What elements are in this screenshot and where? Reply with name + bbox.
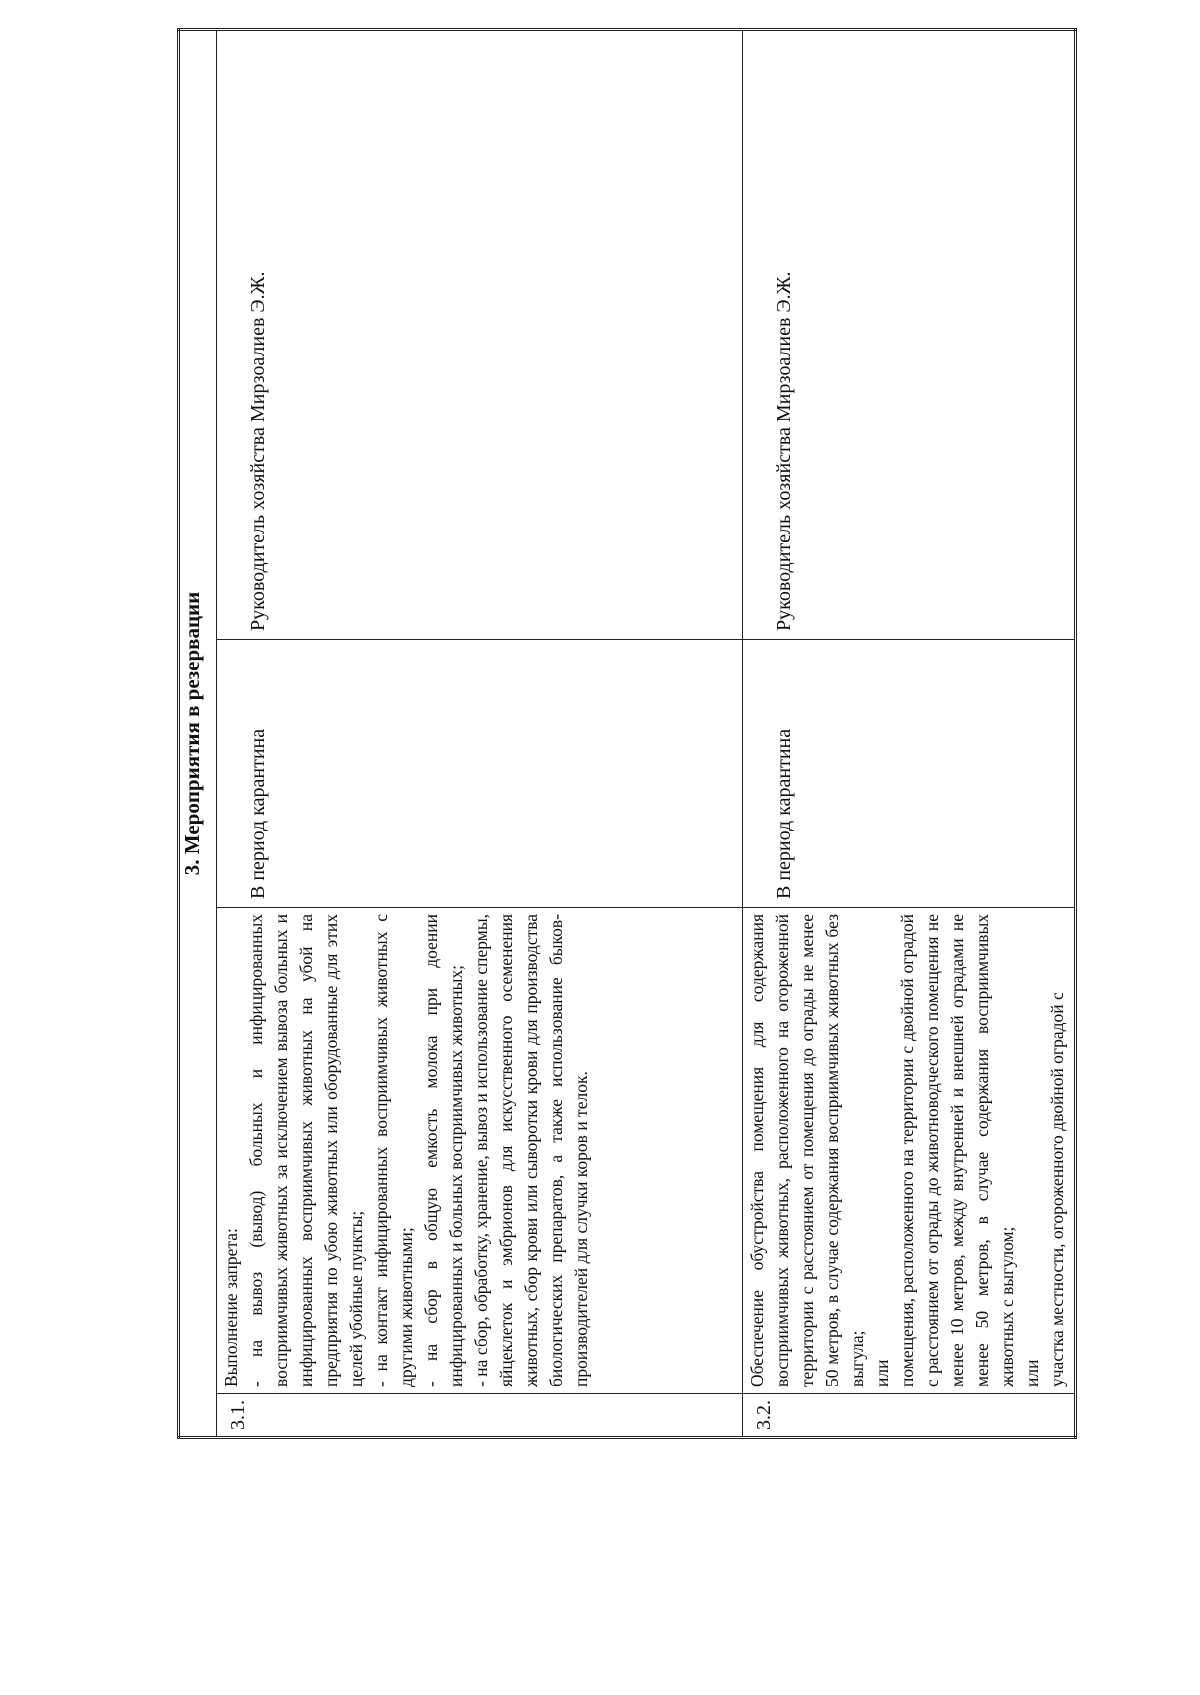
measure-description bbox=[217, 908, 743, 1394]
measure-line: Выполнение запрета: bbox=[221, 1228, 241, 1387]
measures-table bbox=[177, 28, 1077, 1439]
measure-line: участка местности, огороженного двойной оградой с bbox=[1047, 992, 1067, 1387]
measure-line: или bbox=[1022, 1359, 1042, 1387]
section-title: 3. Мероприятия в резервации bbox=[179, 29, 217, 1437]
measure-line: - на сбор в общую емкость молока при доении инфицированных и больных восприимчивых животных; bbox=[421, 914, 466, 1387]
measure-line: Обеспечение обустройства помещения для содержания восприимчивых животных, расположенного на огороженной территории с расстоянием от помещения до ограды не менее 50 метров, в случае содержания восприимчивых животных без выгула; bbox=[747, 914, 867, 1387]
table-row bbox=[217, 29, 743, 1437]
term-cell: В период карантина bbox=[217, 640, 743, 908]
measure-line: помещения, расположенного на территории с двойной оградой с расстоянием от ограды до животноводческого помещения не менее 10 метров, между внутренней и внешней оградами не менее 50 метров, в случае содержания восприимчивых животных с выгулом; bbox=[897, 914, 1017, 1387]
measure-line: - на контакт инфицированных восприимчивых животных с другими животными; bbox=[371, 914, 416, 1387]
responsible-cell: Руководитель хозяйства Мирзоалиев Э.Ж. bbox=[217, 29, 743, 639]
term-cell: В период карантина bbox=[743, 640, 1076, 908]
section-header-row bbox=[179, 29, 217, 1437]
rotated-table-container bbox=[177, 31, 1067, 1439]
row-number: 3.2. bbox=[743, 1394, 1076, 1438]
responsible-cell: Руководитель хозяйства Мирзоалиев Э.Ж. bbox=[743, 29, 1076, 639]
table-row bbox=[743, 29, 1076, 1437]
measure-line: или bbox=[872, 1359, 892, 1387]
measure-line: - на сбор, обработку, хранение, вывоз и использование спермы, яйцеклеток и эмбрионов для искусственного осеменения животных, сбор крови или сыворотки крови для производства биологических препаратов, а также использование быков-производителей для случки коров и телок. bbox=[471, 914, 591, 1387]
row-number: 3.1. bbox=[217, 1394, 743, 1438]
measure-line: - на вывоз (вывод) больных и инфицированных восприимчивых животных за исключением вывоза больных и инфицированных восприимчивых животных на убой на предприятия по убою животных или оборудованные для этих целей убойные пункты; bbox=[246, 914, 366, 1387]
measure-description bbox=[743, 908, 1076, 1394]
